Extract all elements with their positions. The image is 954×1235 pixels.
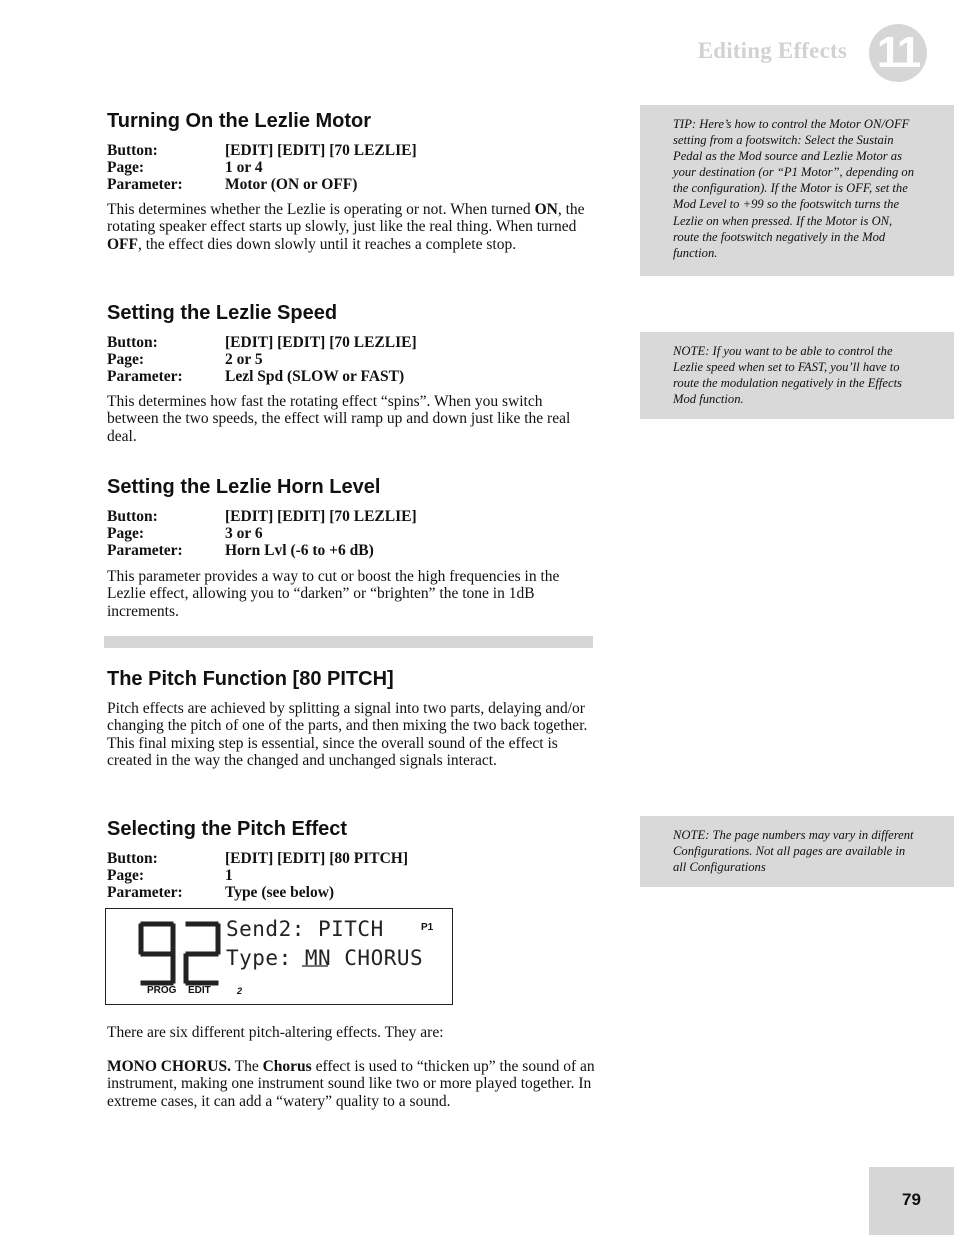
seven-segment-digit-9 bbox=[141, 924, 173, 983]
button-label: Button: bbox=[107, 850, 158, 867]
parameter-label: Parameter: bbox=[107, 176, 183, 193]
page-value: 1 bbox=[225, 867, 233, 884]
page-value: 3 or 6 bbox=[225, 525, 263, 542]
lcd-page-indicator: P1 bbox=[421, 922, 434, 933]
param-block-speed bbox=[107, 334, 587, 385]
heading-lezlie-speed: Setting the Lezlie Speed bbox=[107, 302, 338, 324]
chapter-title: Editing Effects bbox=[697, 38, 847, 63]
parameter-value: Horn Lvl (-6 to +6 dB) bbox=[225, 542, 374, 559]
lcd-prog-label: PROG bbox=[147, 985, 177, 996]
parameter-label: Parameter: bbox=[107, 368, 183, 385]
param-block-motor bbox=[107, 142, 587, 193]
lcd-line-2: Type: MN CHORUS bbox=[226, 946, 424, 970]
button-label: Button: bbox=[107, 142, 158, 159]
param-block-select bbox=[107, 850, 587, 901]
button-value: [EDIT] [EDIT] [80 PITCH] bbox=[225, 850, 408, 867]
page-label: Page: bbox=[107, 525, 145, 542]
on-keyword: ON bbox=[534, 201, 558, 218]
heading-select-pitch: Selecting the Pitch Effect bbox=[107, 818, 348, 840]
paragraph-horn: This parameter provides a way to cut or boost the high frequencies in the Lezlie effect, allowing you to “darken” or “brighten” the tone in 1dB increments. bbox=[107, 568, 560, 620]
lcd-display bbox=[105, 908, 453, 1005]
seven-segment-digit-2 bbox=[186, 924, 218, 983]
button-label: Button: bbox=[107, 334, 158, 351]
paragraph-pitch: Pitch effects are achieved by splitting a signal into two parts, delaying and/or changing the pitch of one of the parts, and then mixing the two back together. This final mixing step is essential, since the overall sound of the effect is created in the way the changed and unchanged signals interact. bbox=[107, 700, 588, 769]
button-value: [EDIT] [EDIT] [70 LEZLIE] bbox=[225, 142, 417, 159]
heading-pitch-function: The Pitch Function [80 PITCH] bbox=[107, 668, 394, 690]
tip-motor-footswitch: TIP: Here’s how to control the Motor ON/OFF setting from a footswitch: Select the Sustain Pedal as the Mod source and Lezlie Motor as your destination (or “P1 Motor”, depending on the configuration). If the Motor is OFF, set the Mod Level to +99 so the footswitch turns the Lezlie on when pressed. If the Motor is ON, route the footswitch negatively in the Mod function. bbox=[640, 105, 954, 276]
mono-chorus-label: MONO CHORUS. bbox=[107, 1058, 231, 1075]
paragraph-motor: This determines whether the Lezlie is operating or not. When turned ON, the rotating speaker effect starts up slowly, just like the real thing. When turned OFF, the effect dies down slowly until it reaches a complete stop. bbox=[107, 201, 585, 253]
paragraph-mono-chorus: MONO CHORUS. The Chorus effect is used to “thicken up” the sound of an instrument, making one instrument sound like two or more played together. In extreme cases, it can add a “watery” quality to a sound. bbox=[107, 1058, 595, 1110]
note-page-numbers: NOTE: The page numbers may vary in different Configurations. Not all pages are available in all Configurations bbox=[640, 816, 954, 887]
page-value: 1 or 4 bbox=[225, 159, 263, 176]
parameter-label: Parameter: bbox=[107, 542, 183, 559]
section-divider bbox=[104, 636, 593, 648]
page-label: Page: bbox=[107, 351, 145, 368]
parameter-label: Parameter: bbox=[107, 884, 183, 901]
paragraph-intro: There are six different pitch-altering effects. They are: bbox=[107, 1024, 444, 1041]
lcd-line-1: Send2: PITCH bbox=[226, 917, 384, 941]
lcd-sub-number: 2 bbox=[237, 986, 243, 996]
button-label: Button: bbox=[107, 508, 158, 525]
off-keyword: OFF bbox=[107, 235, 138, 253]
parameter-value: Lezl Spd (SLOW or FAST) bbox=[225, 368, 405, 385]
page-number: 79 bbox=[869, 1167, 954, 1235]
button-value: [EDIT] [EDIT] [70 LEZLIE] bbox=[225, 508, 417, 525]
page-value: 2 or 5 bbox=[225, 351, 263, 368]
heading-lezlie-horn: Setting the Lezlie Horn Level bbox=[107, 476, 381, 498]
param-block-horn bbox=[107, 508, 587, 559]
parameter-value: Type (see below) bbox=[225, 884, 335, 901]
page-label: Page: bbox=[107, 867, 145, 884]
paragraph-speed: This determines how fast the rotating effect “spins”. When you switch between the two speeds, the effect will ramp up and down just like the real deal. bbox=[107, 393, 571, 445]
note-lezlie-speed: NOTE: If you want to be able to control the Lezlie speed when set to FAST, you’ll have to route the modulation negatively in the Effects Mod function. bbox=[640, 332, 954, 419]
button-value: [EDIT] [EDIT] [70 LEZLIE] bbox=[225, 334, 417, 351]
chorus-keyword: Chorus bbox=[262, 1058, 312, 1075]
page-label: Page: bbox=[107, 159, 145, 176]
heading-lezlie-motor: Turning On the Lezlie Motor bbox=[107, 110, 372, 132]
chapter-number-badge: 11 bbox=[869, 24, 927, 82]
lcd-edit-label: EDIT bbox=[188, 985, 211, 996]
parameter-value: Motor (ON or OFF) bbox=[225, 176, 358, 193]
